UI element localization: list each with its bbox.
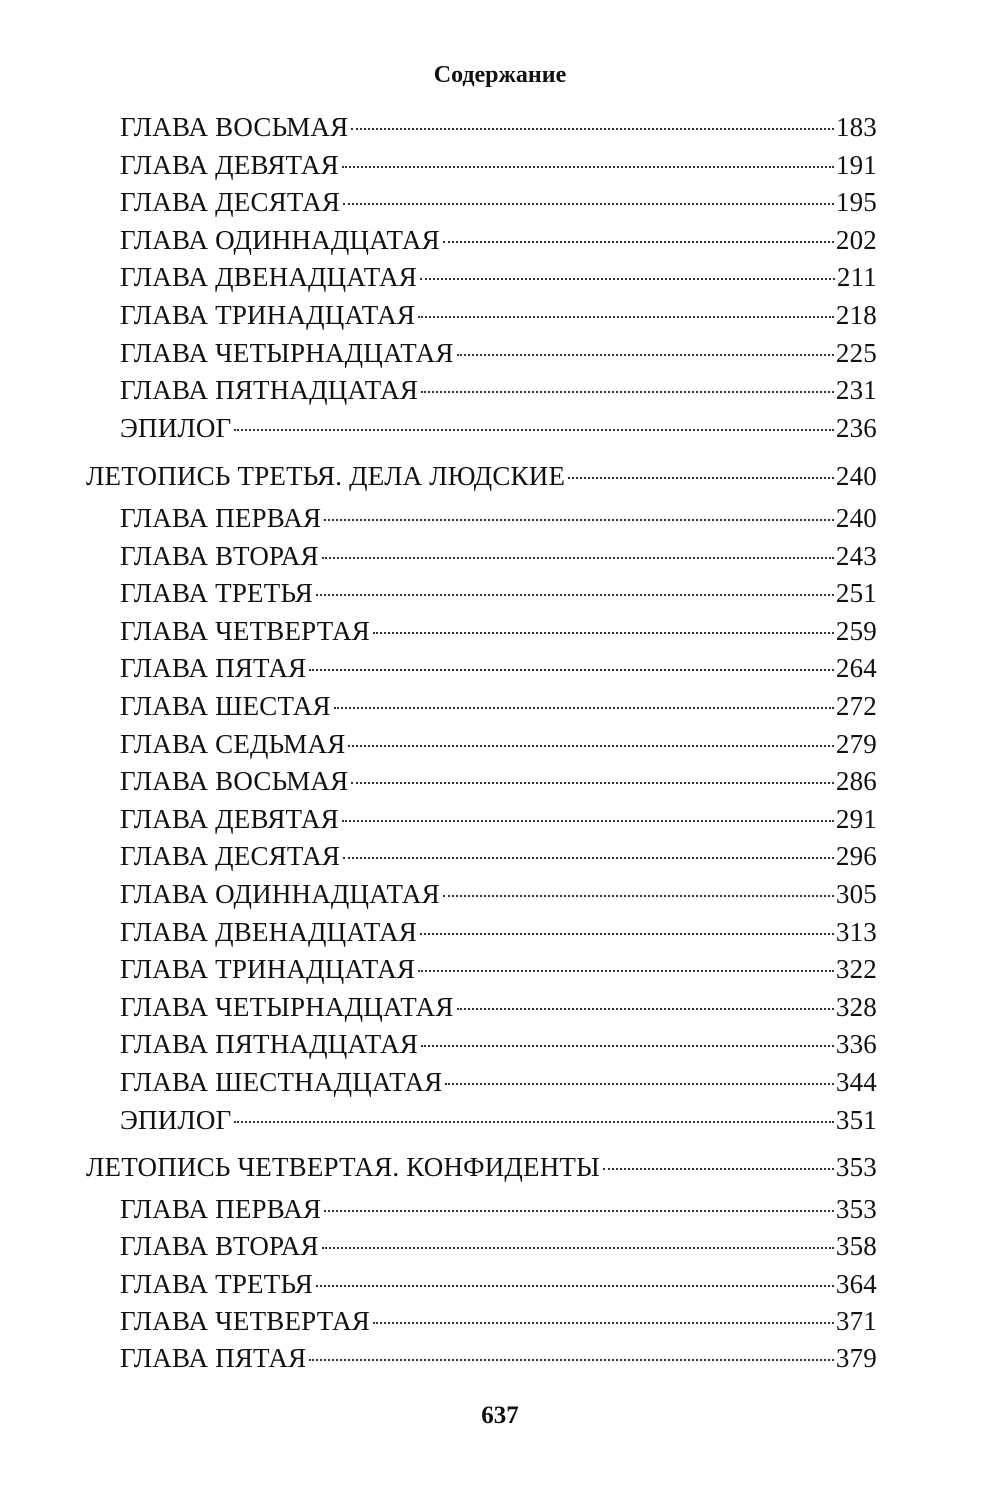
dot-leader	[603, 1168, 834, 1170]
toc-entry-label: ГЛАВА ПЯТАЯ	[120, 653, 307, 684]
toc-entry-page: 305	[835, 879, 877, 909]
toc-chapter-entry	[120, 296, 877, 334]
dot-leader	[457, 1008, 834, 1010]
dot-leader	[316, 594, 834, 596]
dot-leader	[309, 669, 834, 671]
toc-entry-page: 328	[835, 991, 877, 1022]
toc-entry-label: ГЛАВА ВОСЬМАЯ	[120, 112, 349, 142]
toc-chapter-entry	[120, 1025, 877, 1063]
toc-chapter-entry	[120, 800, 877, 838]
dot-leader	[418, 316, 834, 318]
toc-entry-label: ГЛАВА ДЕВЯТАЯ	[120, 149, 339, 180]
toc-entry-page: 259	[835, 615, 877, 646]
toc-chapter-entry	[120, 1339, 877, 1377]
toc-chapter-entry	[120, 1227, 877, 1265]
toc-entry-label: ГЛАВА ТРЕТЬЯ	[120, 578, 313, 609]
toc-entry-page: 264	[835, 653, 877, 684]
dot-leader	[373, 632, 834, 634]
toc-chapter-entry	[120, 687, 877, 725]
toc-chapter-entry	[120, 334, 877, 372]
dot-leader	[322, 557, 834, 559]
toc-chapter-entry	[120, 725, 877, 763]
toc-chapter-entry	[120, 837, 877, 875]
toc-entry-page: 291	[835, 803, 877, 834]
toc-chapter-entry	[120, 1063, 877, 1101]
toc-entry-page: 231	[835, 375, 877, 406]
dot-leader	[342, 820, 834, 822]
dot-leader	[420, 278, 835, 280]
toc-chapter-entry	[120, 108, 877, 146]
toc-part-entry	[86, 1148, 877, 1186]
toc-entry-label: ГЛАВА ПЯТНАДЦАТАЯ	[120, 1029, 419, 1060]
dot-leader	[421, 391, 834, 393]
dot-leader	[443, 895, 834, 897]
toc-entry-label: ГЛАВА ВТОРАЯ	[120, 540, 319, 571]
toc-chapter-entry	[120, 221, 877, 259]
toc-chapter-entry	[120, 612, 877, 650]
toc-entry-page: 218	[835, 300, 877, 330]
dot-leader	[324, 1210, 834, 1212]
toc-chapter-entry	[120, 988, 877, 1026]
dot-leader	[445, 1083, 833, 1085]
dot-leader	[351, 782, 834, 784]
toc-entry-label: ЭПИЛОГ	[120, 412, 232, 443]
toc-entry-label: ЛЕТОПИСЬ ТРЕТЬЯ. ДЕЛА ЛЮДСКИЕ	[86, 461, 566, 491]
toc-entry-page: 322	[835, 954, 877, 985]
toc-entry-page: 353	[835, 1194, 877, 1224]
dot-leader	[568, 477, 834, 479]
toc-chapter-entry	[120, 371, 877, 409]
toc-entry-label: ЭПИЛОГ	[120, 1104, 232, 1135]
dot-leader	[351, 128, 834, 130]
toc-entry-label: ГЛАВА ШЕСТНАДЦАТАЯ	[120, 1067, 443, 1097]
toc-entry-page: 183	[835, 112, 877, 142]
dot-leader	[309, 1359, 834, 1361]
toc-entry-label: ГЛАВА ОДИННАДЦАТАЯ	[120, 224, 440, 255]
dot-leader	[324, 519, 834, 521]
dot-leader	[342, 166, 834, 168]
toc-entry-label: ГЛАВА ДЕВЯТАЯ	[120, 803, 339, 834]
toc-entry-label: ГЛАВА ТРЕТЬЯ	[120, 1268, 313, 1299]
toc-entry-label: ГЛАВА ПЯТАЯ	[120, 1343, 307, 1374]
toc-entry-page: 279	[835, 728, 877, 759]
toc-entry-label: ГЛАВА ЧЕТВЕРТАЯ	[120, 615, 370, 646]
toc-entry-label: ЛЕТОПИСЬ ЧЕТВЕРТАЯ. КОНФИДЕНТЫ	[86, 1152, 600, 1182]
toc-chapter-entry	[120, 499, 877, 537]
toc-entry-label: ГЛАВА СЕДЬМАЯ	[120, 728, 346, 759]
toc-entry-label: ГЛАВА ДВЕНАДЦАТАЯ	[120, 916, 417, 947]
dot-leader	[373, 1322, 834, 1324]
dot-leader	[443, 241, 834, 243]
toc-entry-label: ГЛАВА ОДИННАДЦАТАЯ	[120, 879, 440, 909]
running-header: Содержание	[433, 62, 567, 88]
toc-entry-page: 272	[835, 691, 877, 721]
toc-entry-label: ГЛАВА ПЯТНАДЦАТАЯ	[120, 375, 419, 406]
toc-chapter-entry	[120, 574, 877, 612]
toc-entry-label: ГЛАВА ЧЕТЫРНАДЦАТАЯ	[120, 337, 454, 368]
dot-leader	[457, 354, 834, 356]
dot-leader	[418, 970, 834, 972]
toc-entry-page: 191	[835, 149, 877, 180]
dot-leader	[322, 1247, 834, 1249]
toc-chapter-entry	[120, 258, 877, 296]
toc-chapter-entry	[120, 1302, 877, 1340]
toc-entry-label: ГЛАВА ТРИНАДЦАТАЯ	[120, 300, 416, 330]
toc-entry-page: 358	[835, 1231, 877, 1262]
toc-entry-page: 351	[835, 1104, 877, 1135]
toc-entry-label: ГЛАВА ДВЕНАДЦАТАЯ	[120, 262, 417, 293]
toc-chapter-entry	[120, 875, 877, 913]
toc-entry-page: 243	[835, 540, 877, 571]
toc-chapter-entry	[120, 409, 877, 447]
toc-entry-page: 296	[835, 841, 877, 872]
toc-chapter-entry	[120, 950, 877, 988]
dot-leader	[334, 707, 834, 709]
dot-leader	[420, 933, 834, 935]
toc-entry-page: 225	[835, 337, 877, 368]
toc-entry-label: ГЛАВА ЧЕТЫРНАДЦАТАЯ	[120, 991, 454, 1022]
toc-entry-label: ГЛАВА ПЕРВАЯ	[120, 1194, 322, 1224]
toc-entry-page: 336	[835, 1029, 877, 1060]
toc-chapter-entry	[120, 649, 877, 687]
dot-leader	[234, 1121, 833, 1123]
toc-entry-page: 251	[835, 578, 877, 609]
toc-entry-label: ГЛАВА ДЕСЯТАЯ	[120, 187, 341, 218]
toc-entry-label: ГЛАВА ЧЕТВЕРТАЯ	[120, 1305, 370, 1336]
dot-leader	[343, 857, 834, 859]
toc-entry-page: 240	[835, 503, 877, 533]
toc-entry-page: 364	[835, 1268, 877, 1299]
toc-chapter-entry	[120, 1190, 877, 1228]
toc-entry-label: ГЛАВА ПЕРВАЯ	[120, 503, 322, 533]
toc-chapter-entry	[120, 1265, 877, 1303]
toc-entry-page: 344	[835, 1067, 877, 1097]
toc-entry-label: ГЛАВА ШЕСТАЯ	[120, 691, 331, 721]
dot-leader	[348, 745, 833, 747]
toc-chapter-entry	[120, 913, 877, 951]
toc-entry-page: 240	[835, 461, 877, 491]
toc-entry-page: 353	[835, 1152, 877, 1182]
toc-entry-page: 195	[835, 187, 877, 218]
toc-entry-label: ГЛАВА ВТОРАЯ	[120, 1231, 319, 1262]
toc-chapter-entry	[120, 1101, 877, 1139]
toc-chapter-entry	[120, 146, 877, 184]
toc-entry-page: 236	[835, 412, 877, 443]
toc-entry-label: ГЛАВА ДЕСЯТАЯ	[120, 841, 341, 872]
dot-leader	[343, 203, 834, 205]
page-number: 637	[481, 1402, 519, 1429]
toc-entry-page: 379	[835, 1343, 877, 1374]
toc-entry-page: 286	[835, 766, 877, 797]
toc-entry-label: ГЛАВА ТРИНАДЦАТАЯ	[120, 954, 416, 985]
dot-leader	[421, 1045, 834, 1047]
toc-entry-page: 211	[836, 262, 877, 293]
toc-entry-page: 313	[835, 916, 877, 947]
toc-chapter-entry	[120, 537, 877, 575]
toc-entry-page: 371	[835, 1305, 877, 1336]
toc-part-entry	[86, 457, 877, 495]
toc-chapter-entry	[120, 762, 877, 800]
toc-entry-label: ГЛАВА ВОСЬМАЯ	[120, 766, 349, 797]
dot-leader	[234, 429, 833, 431]
dot-leader	[316, 1285, 834, 1287]
toc-entry-page: 202	[835, 224, 877, 255]
toc-chapter-entry	[120, 183, 877, 221]
